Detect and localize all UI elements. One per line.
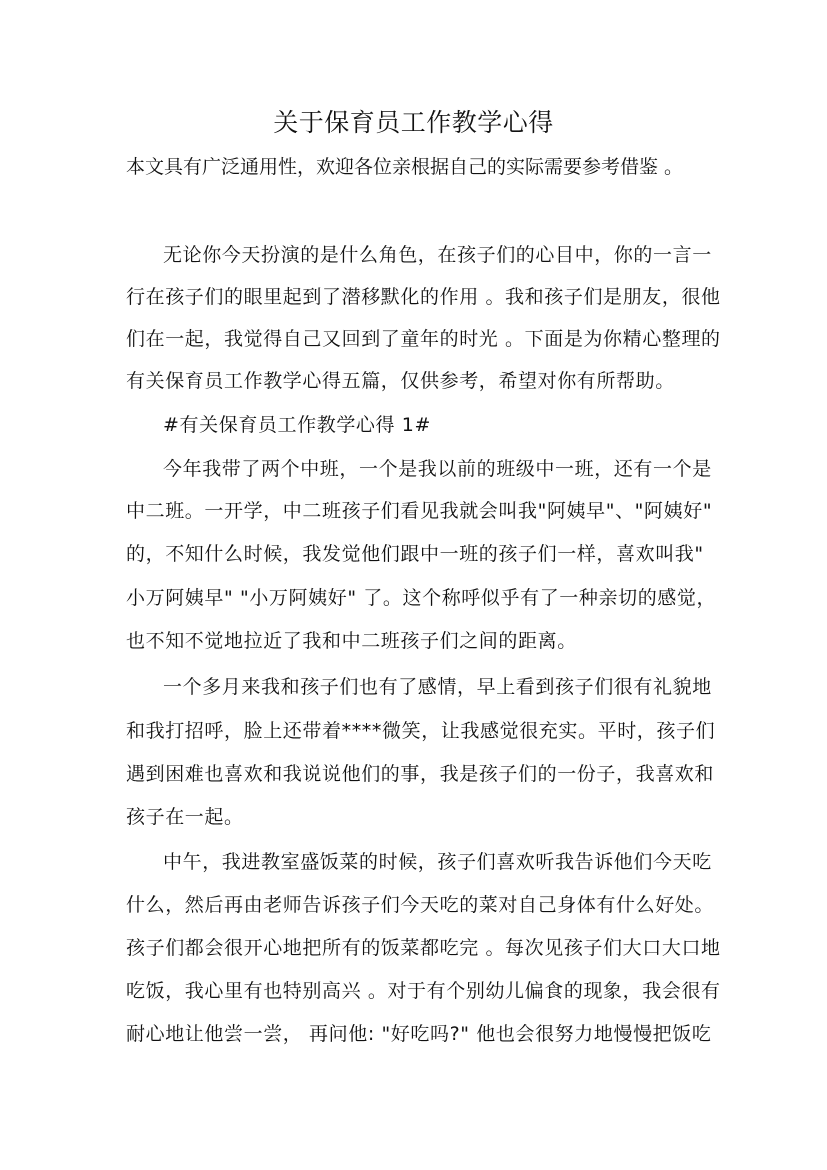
paragraph-line: 行在孩子们的眼里起到了潜移默化的作用 。我和孩子们是朋友，很他 bbox=[126, 286, 721, 308]
paragraph-line: 今年我带了两个中班，一个是我以前的班级中一班，还有一个是 bbox=[163, 458, 712, 480]
paragraph-line: 吃饭，我心里有也特别高兴 。对于有个别幼儿偏食的现象，我会很有 bbox=[126, 980, 721, 1002]
paragraph-line: 什么，然后再由老师告诉孩子们今天吃的菜对自己身体有什么好处。 bbox=[126, 894, 715, 916]
paragraph-line: 的，不知什么时候，我发觉他们跟中一班的孩子们一样，喜欢叫我" bbox=[126, 543, 704, 565]
paragraph-line: 小万阿姨早" "小万阿姨好" 了。这个称呼似乎有了一种亲切的感觉， bbox=[126, 587, 717, 609]
document-title: 关于保育员工作教学心得 bbox=[273, 108, 554, 137]
paragraph-line: 中午，我进教室盛饭菜的时候，孩子们喜欢听我告诉他们今天吃 bbox=[163, 851, 712, 873]
paragraph-line: 也不知不觉地拉近了我和中二班孩子们之间的距离。 bbox=[126, 630, 577, 652]
paragraph-line: 一个多月来我和孩子们也有了感情，早上看到孩子们很有礼貌地 bbox=[163, 676, 712, 698]
paragraph-line: 们在一起，我觉得自己又回到了童年的时光 。下面是为你精心整理的 bbox=[126, 328, 721, 350]
document-subtitle: 本文具有广泛通用性，欢迎各位亲根据自己的实际需要参考借鉴 。 bbox=[126, 156, 684, 178]
paragraph-line: 孩子在一起。 bbox=[126, 806, 244, 828]
paragraph-line: 孩子们都会很开心地把所有的饭菜都吃完 。每次见孩子们大口大口地 bbox=[126, 937, 721, 959]
paragraph-line: 有关保育员工作教学心得五篇，仅供参考，希望对你有所帮助。 bbox=[126, 370, 675, 392]
paragraph-line: 遇到困难也喜欢和我说说他们的事，我是孩子们的一份子，我喜欢和 bbox=[126, 763, 715, 785]
section-heading: #有关保育员工作教学心得 1# bbox=[163, 414, 431, 436]
paragraph-line: 和我打招呼，脸上还带着****微笑，让我感觉很充实。平时，孩子们 bbox=[126, 720, 716, 742]
paragraph-line: 中二班。一开学，中二班孩子们看见我就会叫我"阿姨早"、"阿姨好" bbox=[126, 500, 713, 522]
paragraph-line: 耐心地让他尝一尝， 再问他: "好吃吗?" 他也会很努力地慢慢把饭吃 bbox=[126, 1023, 712, 1045]
paragraph-line: 无论你今天扮演的是什么角色，在孩子们的心目中，你的一言一 bbox=[163, 244, 712, 266]
